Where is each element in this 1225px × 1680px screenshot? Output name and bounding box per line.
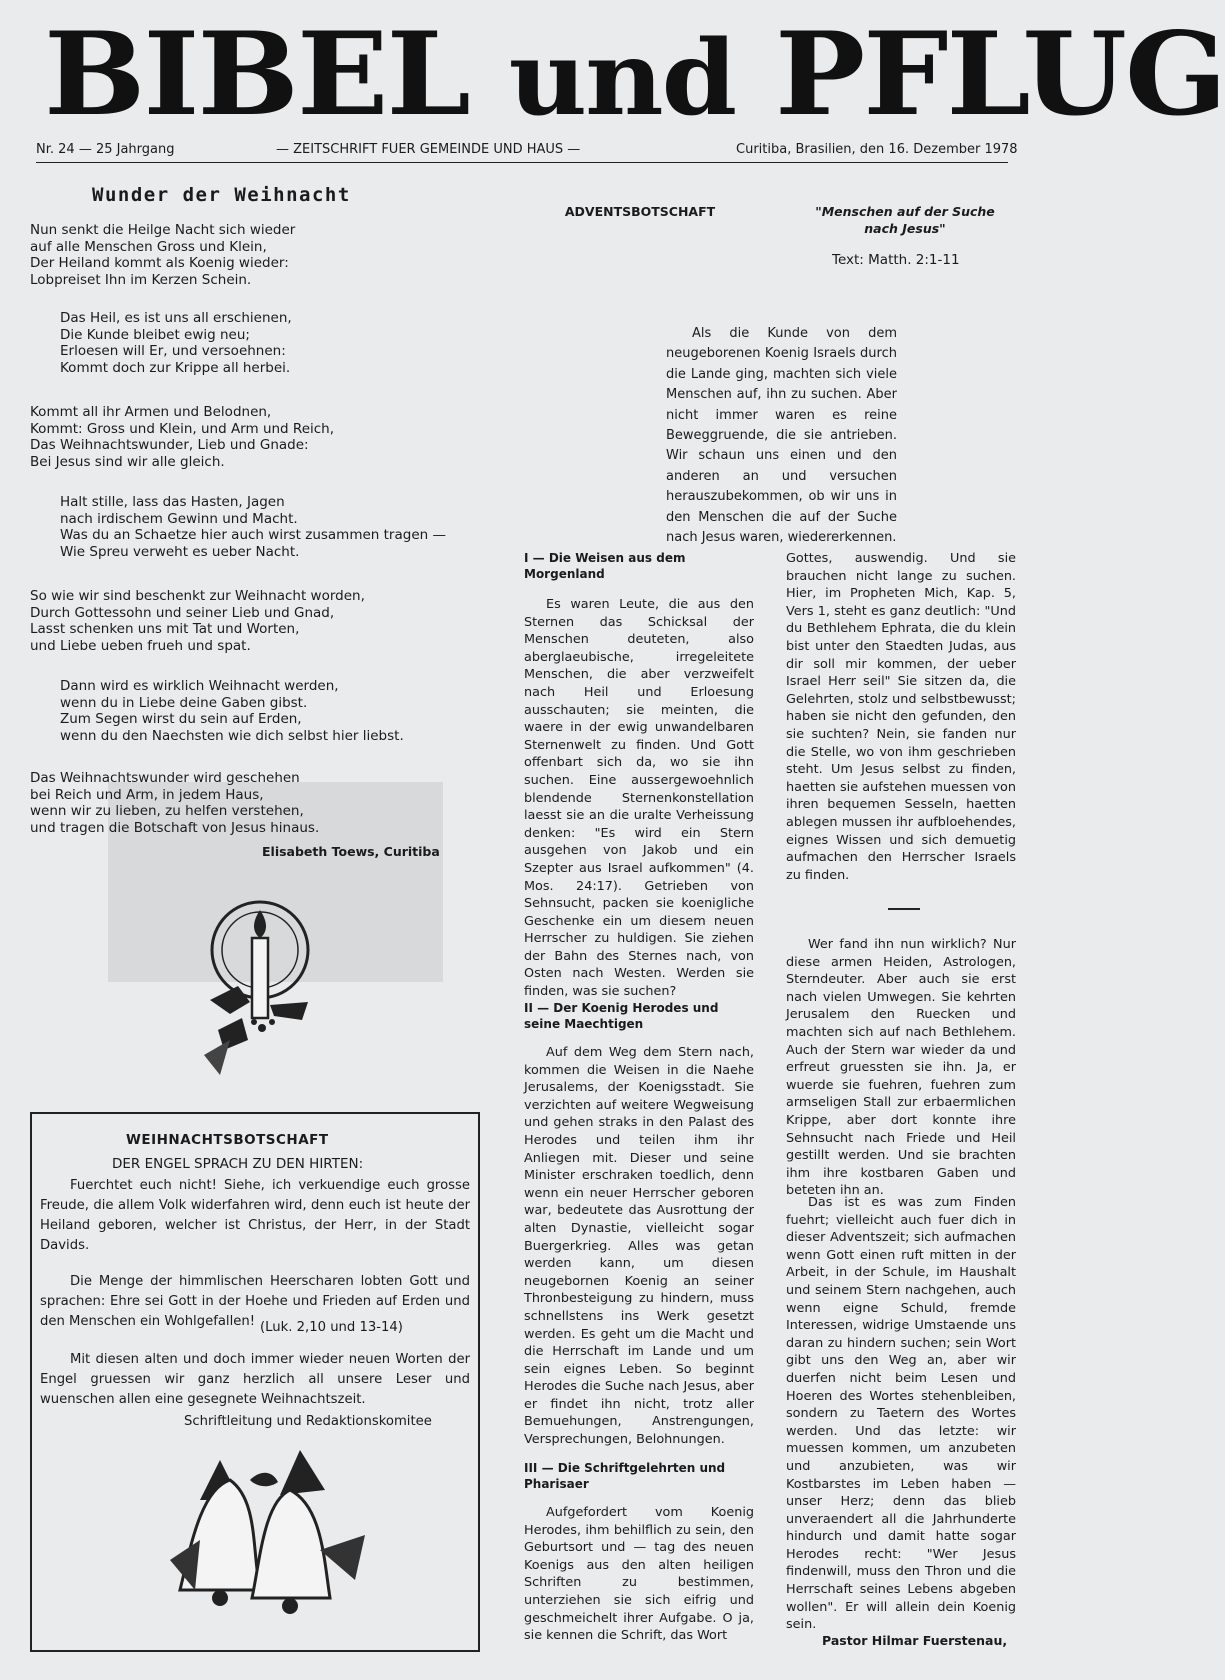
issue-place-date: Curitiba, Brasilien, den 16. Dezember 1978: [736, 142, 1018, 157]
poem-line: und Liebe ueben frueh und spat.: [30, 637, 251, 654]
poem-stanza-3: [30, 404, 334, 470]
poem-line: Die Kunde bleibet ewig neu;: [60, 326, 250, 343]
poem-author: Elisabeth Toews, Curitiba: [262, 844, 440, 859]
poem-line: So wie wir sind beschenkt zur Weihnacht worden,: [30, 588, 365, 604]
weihnachtsbotschaft-sign: Schriftleitung und Redaktionskomitee: [184, 1414, 432, 1429]
issue-subtitle: — ZEITSCHRIFT FUER GEMEINDE UND HAUS —: [276, 142, 581, 157]
poem-line: Zum Segen wirst du sein auf Erden,: [60, 711, 302, 728]
flame-icon: [254, 910, 266, 938]
poem-line: Halt stille, lass das Hasten, Jagen: [60, 494, 285, 510]
poem-stanza-4: [60, 494, 446, 560]
menschen-p1: Gottes, auswendig. Und sie brauchen nicht lange zu suchen. Hier, im Propheten Mich, Kap. 5, Vers 1, steht es ganz deutlich: "Und du Bethlehem Ephrata, die du klein bist unter den Staedten Judas, aus dir soll mir kommen, der ueber Israel Herr seil" Sie sitzen da, die Gelehrten, stolz und selbstbewusst; haben sie nicht den gefunden, den sie suchten? Nein, sie fanden nur die Stelle, wo von ihm geschrieben steht. Um Jesus selbst zu finden, haetten sie aufstehen muessen von ihren bequemen Sesseln, haetten ablegen mussen ihr aufbloehendes, eignes Wissen und sich demuetig aufmachen den Herrscher Israels zu finden.: [786, 551, 1016, 883]
poem-line: wenn du in Liebe deine Gaben gibst.: [60, 694, 308, 711]
ribbon-bow-icon: [250, 1473, 278, 1487]
holly-leaf-icon: [204, 1040, 230, 1075]
poem-line: bei Reich und Arm, in jedem Haus,: [30, 786, 264, 803]
issue-line: [36, 140, 1018, 163]
poem-line: nach irdischem Gewinn und Macht.: [60, 510, 298, 527]
poem-line: Wie Spreu verweht es ueber Nacht.: [60, 543, 300, 560]
bell-icon: [252, 1490, 330, 1598]
advent-intro: Als die Kunde von dem neugeborenen Koenig Israels durch die Lande ging, machten sich viele Menschen auf, ihn zu suchen. Aber nicht immer waren es reine Beweggruende, die sie antrieben. Wir schaun uns einen und den anderen an und versuchen herauszubekommen, ob wir uns in den Menschen die auf der Suche nach Jesus waren, wiedererkennen.: [666, 326, 897, 546]
weihnachtsbotschaft-title: WEIHNACHTSBOTSCHAFT: [126, 1132, 329, 1148]
poem-stanza-1: [30, 222, 295, 288]
poem-line: Das Weihnachtswunder wird geschehen: [30, 770, 300, 786]
masthead-title-mid: und: [508, 18, 736, 139]
fir-branch-icon: [280, 1450, 325, 1495]
poem-line: Durch Gottessohn und seiner Lieb und Gnad,: [30, 604, 335, 621]
holly-leaf-icon: [210, 986, 250, 1014]
poem-line: Das Weihnachtswunder, Lieb und Gnade:: [30, 437, 309, 454]
holly-leaf-icon: [270, 1002, 308, 1020]
menschen-text-ref: Text: Matth. 2:1-11: [832, 252, 960, 268]
divider: [888, 908, 920, 910]
advent-section-1-text: Es waren Leute, die aus den Sternen das Schicksal der Menschen deuteten, also aberglaeubische, irregeleitete Menschen, die aber verzweifelt nach Heil und Erloesung ausschauten; sie meinten, die waere in der ewig unwandelbaren Sternenwelt zu finden. Und Gott offenbart sich da, wo sie ihn suchen. Eine aussergewoehnlich blendende Sternenkonstellation laesst sie an die uralte Verheissung denken: "Es wird ein Stern ausgehen von Jakob und ein Szepter aus Israel aufkommen" (4. Mos. 24:17). Getrieben von Sehnsucht, packen sie koenigliche Geschenke ein um diesem neuen Herrscher zu huldigen. Sie ziehen der Bahn des Sternes nach, von Osten nach Westen. Werden sie finden, was sie suchen?: [524, 597, 754, 1000]
advent-section-3-text: Aufgefordert vom Koenig Herodes, ihm behilflich zu sein, den Geburtsort und — tag des neuen Koenigs aus den alten heiligen Schriften zu bestimmen, unterziehen sie sich eifrig und geschmeichelt ihrer Aufgabe. O ja, sie kennen die Schrift, das Wort: [524, 1505, 754, 1644]
menschen-author: Pastor Hilmar Fuerstenau,: [822, 1633, 1008, 1648]
poem-stanza-7: [30, 770, 319, 836]
poem-line: wenn wir zu lieben, zu helfen verstehen,: [30, 803, 304, 820]
poem-line: Bei Jesus sind wir alle gleich.: [30, 453, 225, 470]
poem-line: Nun senkt die Heilge Nacht sich wieder: [30, 222, 296, 238]
poem-line: Dann wird es wirklich Weihnacht werden,: [60, 678, 339, 694]
weihnachtsbotschaft-ref: (Luk. 2,10 und 13-14): [260, 1320, 403, 1335]
advent-section-3-heading: III — Die Schriftgelehrten und Pharisaer: [524, 1461, 726, 1491]
menschen-p2: Wer fand ihn nun wirklich? Nur diese armen Heiden, Astrologen, Sterndeuter. Aber auch sie erst nach vielen Umwegen. Sie kehrten Jerusalem den Ruecken und machten sich auf nach Bethlehem. Auch der Stern war wieder da und erfreut gruessten sie ihn. Ja, er wuerde sie fuehren, fuehren zum armseligen Stall zur erbaermlichen Krippe, aber dort konnte ihre Sehnsucht nach Friede und Heil gestillt werden. Und sie brachten ihm ihre kostbaren Gaben und beteten ihn an.: [786, 937, 1016, 1199]
poem-line: Der Heiland kommt als Koenig wieder:: [30, 255, 289, 272]
weihnachtsbotschaft-subtitle: DER ENGEL SPRACH ZU DEN HIRTEN:: [112, 1156, 364, 1172]
poem-line: wenn du den Naechsten wie dich selbst hier liebst.: [60, 727, 404, 744]
menschen-p3: Das ist es was zum Finden fuehrt; vielleicht auch fuer dich in dieser Adventszeit; sich aufmachen wenn Gott einen ruft mitten in der Arbeit, in der Schule, im Haushalt und seinem Stern nachgehen, auch wenn eigne Schuld, fremde Interessen, widrige Umstaende uns daran zu hindern suchen; sein Wort gibt uns den Weg an, aber wir duerfen nicht beim Lesen und Hoeren des Wortes stehenbleiben, sondern zu Taetern des Wortes werden. Und das letzte: wir muessen kommen, um anzubeten und anzubieten, was wir Kostbarstes im Leben haben — unser Herz; denn das blieb unveraendert all die Jahrhunderte hindurch und damit hatte sogar Herodes recht: "Wer Jesus findenwill, muss den Thron und die Herrschaft seines Lebens abgeben wollen". Er will allein dein Koenig sein.: [786, 1195, 1016, 1633]
masthead-title-right: PFLUG: [774, 7, 1225, 142]
poem-line: und tragen die Botschaft von Jesus hinaus.: [30, 819, 320, 836]
weihnachtsbotschaft-p2: Die Menge der himmlischen Heerscharen lobten Gott und sprachen: Ehre sei Gott in der Hoehe und Frieden auf Erden und den Menschen ein Wohlgefallen!: [40, 1274, 470, 1329]
poem-stanza-5: [30, 588, 365, 654]
masthead-title-left: BIBEL: [44, 7, 469, 142]
poem-line: auf alle Menschen Gross und Klein,: [30, 238, 267, 255]
poem-line: Kommt: Gross und Klein, und Arm und Reich,: [30, 420, 335, 437]
poem-line: Lasst schenken uns mit Tat und Worten,: [30, 621, 300, 638]
bells-illustration: [160, 1440, 380, 1640]
advent-section-1-heading: I — Die Weisen aus dem Morgenland: [524, 551, 686, 581]
masthead: [44, 7, 1225, 142]
poem-line: Erloesen will Er, und versoehnen:: [60, 343, 286, 360]
weihnachtsbotschaft-p3: Mit diesen alten und doch immer wieder neuen Worten der Engel gruessen wir ganz herzlich all unsere Leser und wuenschen allen eine gesegnete Weihnachtszeit.: [40, 1352, 470, 1407]
poem-stanza-6: [60, 678, 404, 744]
poem-title: Wunder der Weihnacht: [92, 184, 351, 206]
poem-stanza-2: [60, 310, 292, 376]
advent-heading: ADVENTSBOTSCHAFT: [564, 204, 716, 219]
poem-line: Was du an Schaetze hier auch wirst zusammen tragen —: [60, 527, 446, 544]
advent-section-2-heading: II — Der Koenig Herodes und seine Maechtigen: [524, 1001, 719, 1031]
poem-line: Lobpreiset Ihn im Kerzen Schein.: [30, 271, 252, 288]
weihnachtsbotschaft-p1: Fuerchtet euch nicht! Siehe, ich verkuendige euch grosse Freude, die allem Volk widerfahren wird, denn euch ist heute der Heiland geboren, welcher ist Christus, der Herr, in der Stadt Davids.: [40, 1178, 470, 1253]
candle-illustration: [190, 890, 340, 1090]
poem-line: Kommt all ihr Armen und Belodnen,: [30, 404, 272, 420]
menschen-heading: "Menschen auf der Suche nach Jesus": [815, 204, 995, 237]
advent-section-2-text: Auf dem Weg dem Stern nach, kommen die Weisen in die Naehe Jerusalems, der Koenigsstadt. Sie verzichten auf weitere Wegweisung und gehen straks in den Palast des Herodes und teilen ihm ihr Anliegen mit. Dieser und seine Minister erschraken toedlich, denn wenn ein neuer Herrscher geboren war, bedeutete das Ausrottung der alten Dynastie, vielleicht sogar Buergerkrieg. Alles was getan werden kann, um diesen neugebornen Koenig an seiner Thronbesteigung zu hindern, muss schnellstens ins Werk gesetzt werden. Es geht um die Macht und die Herrschaft im Lande und um sein eignes Leben. So beginnt Herodes die Suche nach Jesus, aber er findet ihn nicht, trotz aller Bemuehungen, Anstrengungen, Versprechungen, Belohnungen.: [524, 1045, 754, 1448]
issue-number: Nr. 24 — 25 Jahrgang: [36, 142, 175, 157]
candle-icon: [252, 938, 268, 1018]
poem-line: Kommt doch zur Krippe all herbei.: [60, 359, 291, 376]
poem-line: Das Heil, es ist uns all erschienen,: [60, 310, 292, 326]
